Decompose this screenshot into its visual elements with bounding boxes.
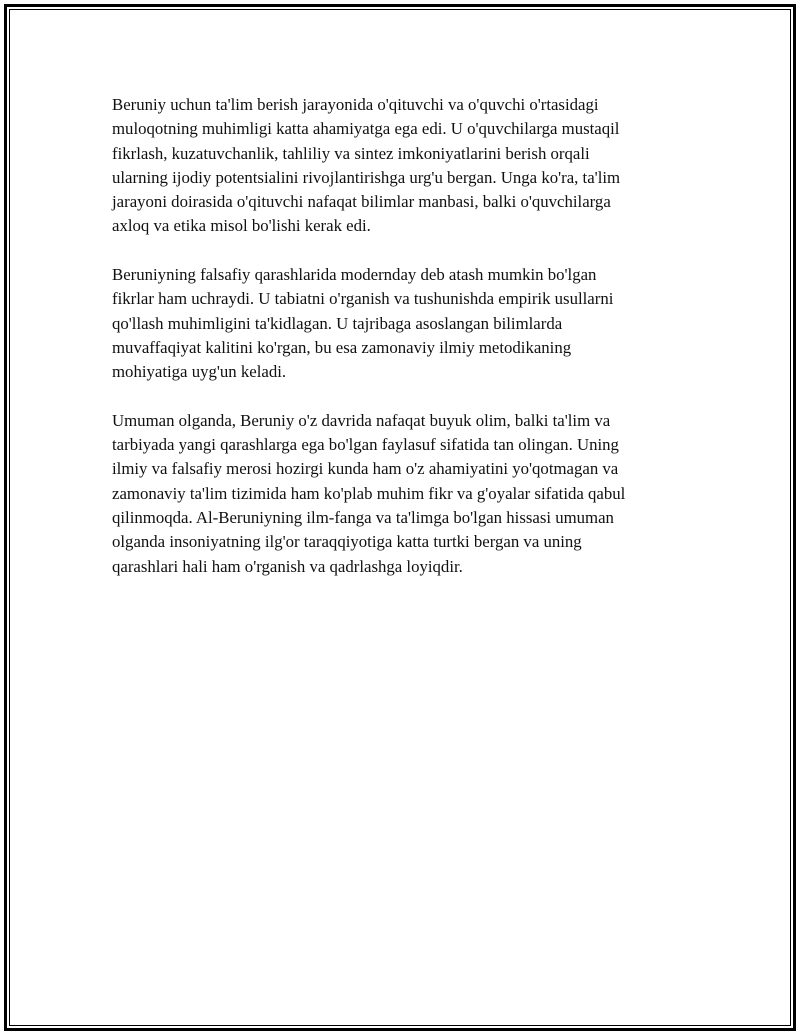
paragraph-3: Umuman olganda, Beruniy o'z davrida nafaqat buyuk olim, balki ta'lim va tarbiyada yangi qarashlarga ega bo'lgan faylasuf sifatida tan olingan. Uning ilmiy va falsafiy merosi hozirgi kunda ham o'z ahamiyatini yo'qotmagan va zamonaviy ta'lim tizimida ham ko'plab muhim fikr va g'oyalar sifatida qabul qilinmoqda. Al-Beruniyning ilm-fanga va ta'limga bo'lgan hissasi umuman olganda insoniyatning ilg'or taraqqiyotiga katta turtki bergan va uning qarashlari hali ham o'rganish va qadrlashga loyiqdir. xyxy=(112,410,626,576)
paragraph-2: Beruniyning falsafiy qarashlarida modernday deb atash mumkin bo'lgan fikrlar ham uchraydi. U tabiatni o'rganish va tushunishda empirik usullarni qo'llash muhimligini ta'kidlagan. U tajribaga asoslangan bilimlarda muvaffaqiyat kalitini ko'rgan, bu esa zamonaviy ilmiy metodikaning mohiyatiga uyg'un keladi. xyxy=(112,265,614,382)
paragraph-1: Beruniy uchun ta'lim berish jarayonida o'qituvchi va o'quvchi o'rtasidagi muloqotning muhimligi katta ahamiyatga ega edi. U o'quvchilarga mustaqil fikrlash, kuzatuvchanlik, tahliliy va sintez imkoniyatlarini berish orqali ularning ijodiy potentsialini rivojlantirishga urg'u bergan. Unga ko'ra, ta'lim jarayoni doirasida o'qituvchi nafaqat bilimlar manbasi, balki o'quvchilarga axloq va etika misol bo'lishi kerak edi. xyxy=(112,95,621,236)
document-body xyxy=(112,93,702,603)
